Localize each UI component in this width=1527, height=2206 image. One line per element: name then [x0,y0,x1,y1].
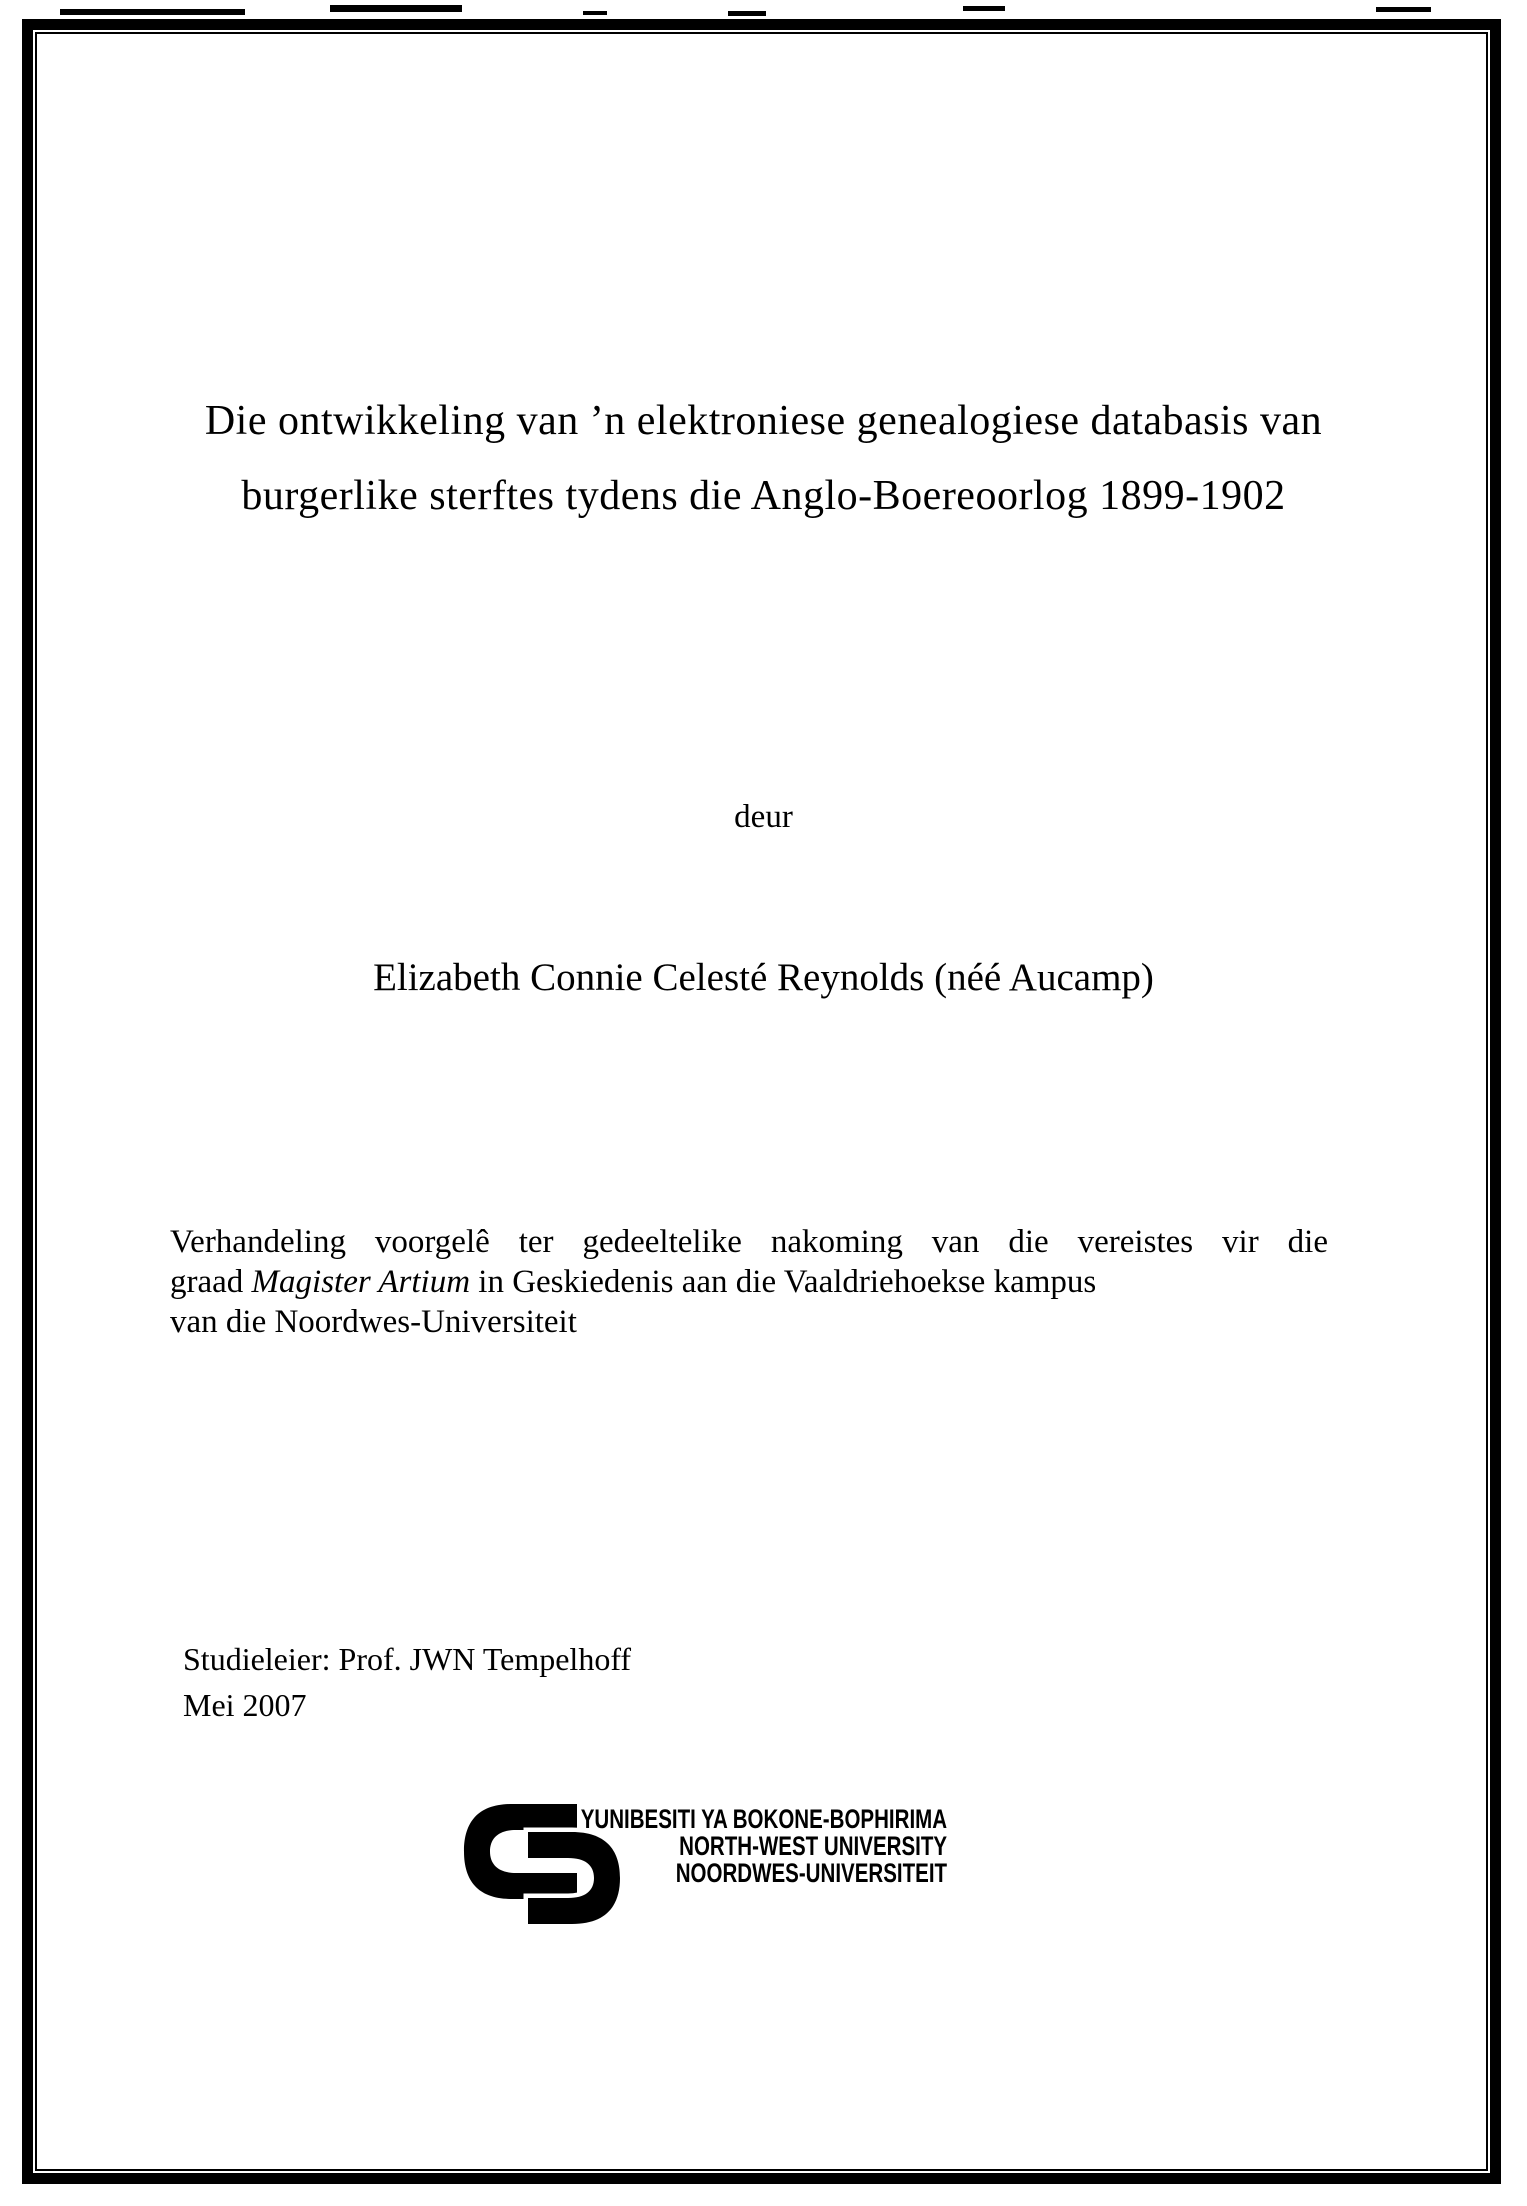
statement-line1: Verhandeling voorgelê ter gedeeltelike nakoming van die vereistes vir die [170,1224,1328,1260]
thesis-title-line1: Die ontwikkeling van ’n elektroniese genealogiese databasis van [204,398,1323,444]
scan-artifact [1376,7,1431,12]
statement-line2-prefix: graad [170,1264,252,1300]
scan-artifact [583,11,607,15]
author-name: Elizabeth Connie Celesté Reynolds (néé Aucamp) [373,956,1154,999]
university-logo-text [581,1806,947,1887]
statement-line2 [170,1262,1328,1302]
university-logo [462,1797,952,1937]
scan-artifact [963,6,1005,11]
scan-artifact [60,9,245,15]
logo-text-setswana: YUNIBESITI YA BOKONE-BOPHIRIMA [580,1804,947,1834]
degree-name-italic: Magister Artium [251,1264,471,1300]
statement-line2-suffix: in Geskiedenis aan die Vaaldriehoekse kampus [470,1264,1097,1300]
supervisor-block [183,1636,631,1728]
degree-statement [170,1222,1328,1342]
byline-deur: deur [734,799,793,835]
date-line: Mei 2007 [183,1687,307,1723]
logo-text-afrikaans: NOORDWES-UNIVERSITEIT [675,1858,947,1888]
logo-text-english: NORTH-WEST UNIVERSITY [679,1831,947,1861]
scan-artifact [728,11,766,16]
scan-artifact [330,5,462,12]
statement-line3: van die Noordwes-Universiteit [170,1304,577,1340]
thesis-title-line2: burgerlike sterftes tydens die Anglo-Boereoorlog 1899-1902 [241,473,1286,519]
supervisor-line: Studieleier: Prof. JWN Tempelhoff [183,1641,632,1677]
